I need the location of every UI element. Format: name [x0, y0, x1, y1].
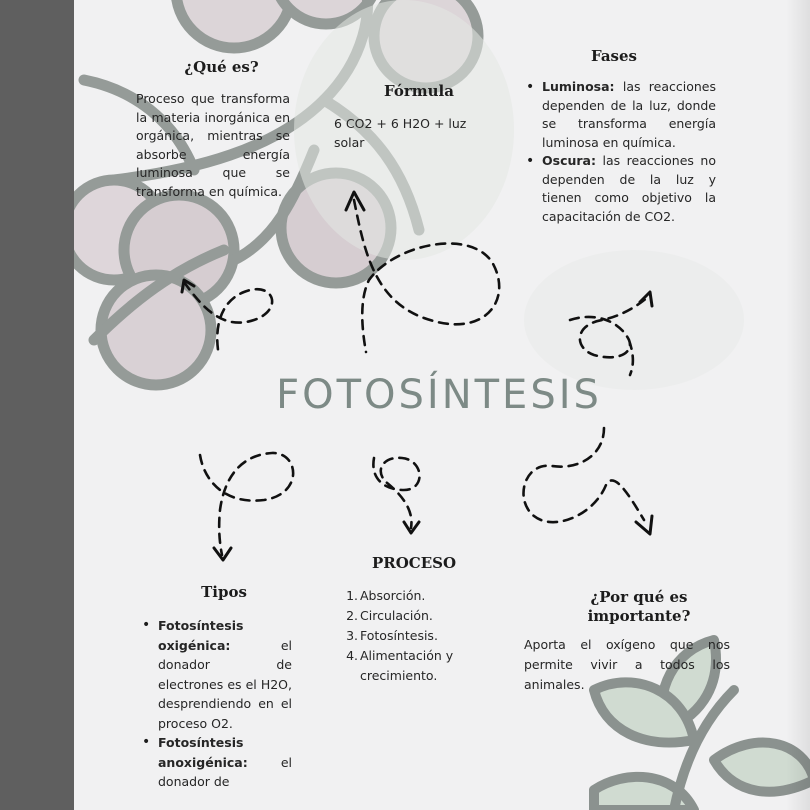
step-text: Fotosíntesis.: [360, 628, 438, 643]
list-item: [526, 78, 716, 152]
que-es-text: Proceso que transforma la materia inorgánica en orgánica, mientras se absorbe energía luminosa que se transforma en química.: [136, 91, 290, 199]
step-number: 2.: [346, 608, 358, 623]
tipos-list: [142, 616, 292, 792]
step-number: 1.: [346, 588, 358, 603]
importante-heading: ¿Por qué es importante?: [587, 588, 691, 625]
proceso-list: [344, 586, 484, 686]
tipo-text: el donador de electrones es el H2O, desprendiendo en el proceso O2.: [158, 637, 292, 731]
formula-text: 6 CO2 + 6 H2O + luz solar: [334, 116, 467, 150]
formula-heading: Fórmula: [384, 82, 454, 100]
proceso-heading: PROCESO: [371, 554, 457, 572]
step-text: Absorción.: [360, 588, 426, 603]
list-item: [142, 733, 292, 792]
fase-label: Oscura:: [542, 153, 596, 168]
list-item: [526, 152, 716, 226]
que-es-heading: ¿Qué es?: [184, 58, 259, 76]
list-item: [344, 586, 484, 606]
fase-text: las reacciones no dependen de la luz y tienen como objetivo la capacitación de CO2.: [542, 153, 716, 224]
fase-label: Luminosa:: [542, 79, 615, 94]
list-item: [142, 616, 292, 733]
notebook-page: [74, 0, 810, 810]
page-edge-shadow: [786, 0, 810, 810]
list-item: [344, 626, 484, 646]
fases-list: [526, 78, 716, 226]
fases-heading: Fases: [591, 47, 637, 65]
fase-text: las reacciones dependen de la luz, donde se transforma energía luminosa en química.: [542, 79, 716, 150]
step-number: 4.: [346, 648, 358, 663]
list-item: [344, 606, 484, 626]
step-text: Alimentación y crecimiento.: [360, 648, 454, 683]
page-title: FOTOSÍNTESIS: [276, 372, 602, 418]
list-item: [344, 646, 484, 686]
step-number: 3.: [346, 628, 358, 643]
tipos-heading: Tipos: [201, 583, 247, 601]
step-text: Circulación.: [360, 608, 433, 623]
tipo-label: Fotosíntesis oxigénica:: [158, 618, 244, 653]
importante-text: Aporta el oxígeno que nos permite vivir a todos los animales.: [524, 637, 730, 692]
tipo-label: Fotosíntesis anoxigénica:: [158, 735, 248, 770]
tipo-text: el donador de: [158, 754, 292, 789]
